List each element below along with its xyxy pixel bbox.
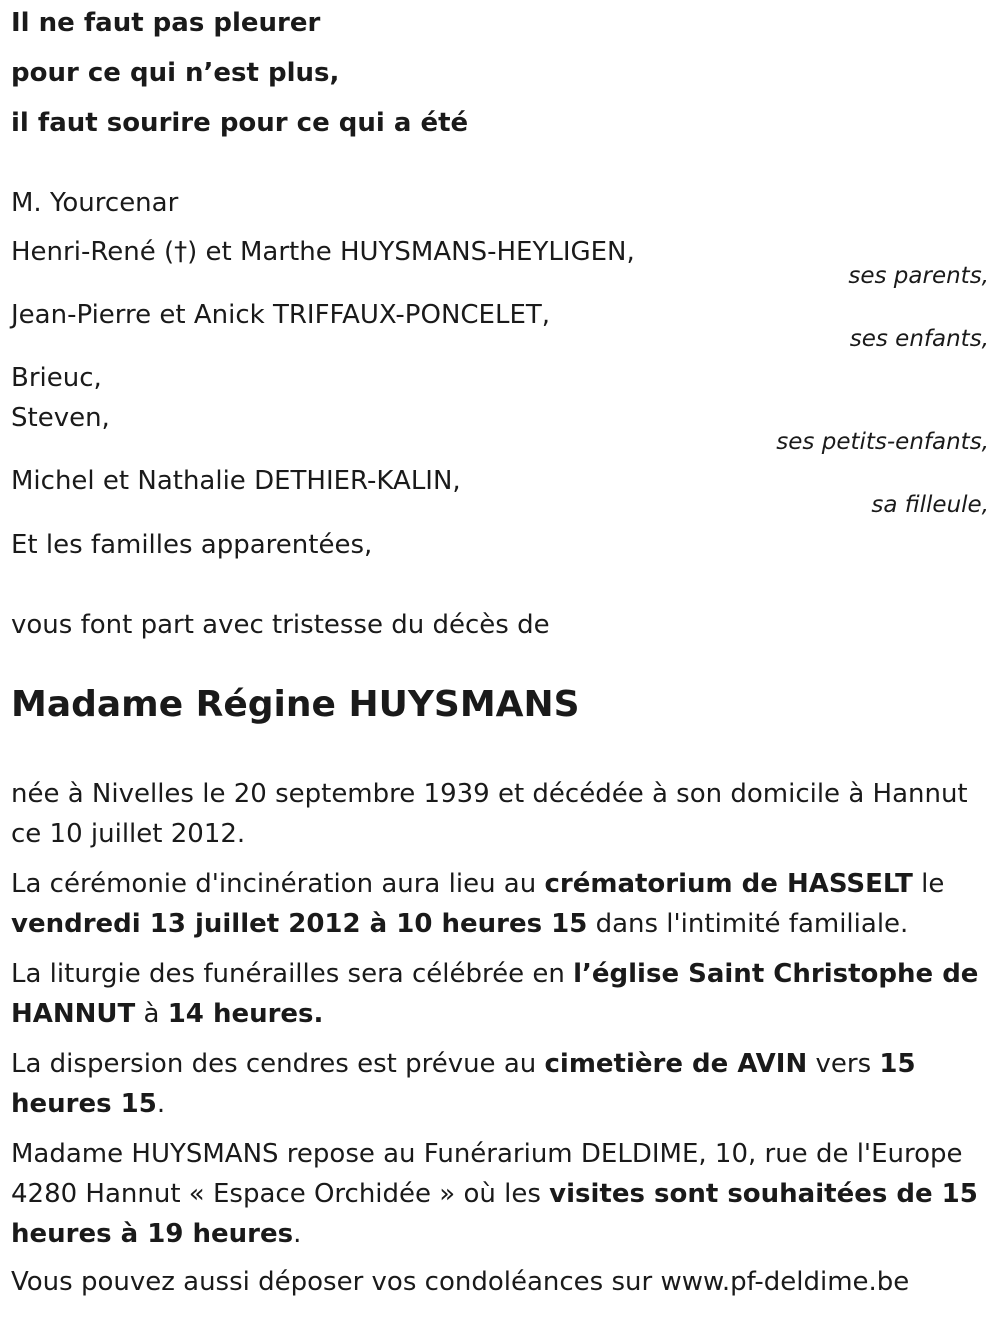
text: La dispersion des cendres est prévue au <box>11 1049 545 1079</box>
bold-text: 14 heures. <box>167 999 324 1029</box>
condolences-paragraph: Vous pouvez aussi déposer vos condoléances sur www.pf-deldime.be <box>11 1267 910 1297</box>
godchild-role: sa filleule, <box>871 492 989 518</box>
ashes-paragraph <box>11 1044 986 1124</box>
text: La cérémonie d'incinération aura lieu au <box>11 869 545 899</box>
relatives: Et les familles apparentées, <box>11 530 373 560</box>
quote-line-1: Il ne faut pas pleurer <box>11 8 321 38</box>
text: à <box>135 999 168 1029</box>
grandchildren-role: ses petits-enfants, <box>776 429 989 455</box>
text: . <box>156 1089 166 1119</box>
bold-text: vendredi 13 juillet 2012 à 10 heures 15 <box>11 909 588 939</box>
announcement-text: vous font part avec tristesse du décès de <box>11 610 550 640</box>
grandchild-1: Brieuc, <box>11 363 102 393</box>
bold-text: visites sont souhaitées de 15 heures à 19 heures <box>11 1179 978 1249</box>
quote-line-2: pour ce qui n’est plus, <box>11 58 340 88</box>
text: . <box>293 1219 302 1249</box>
grandchild-2: Steven, <box>11 403 110 433</box>
text: vers <box>807 1049 880 1079</box>
text: dans l'intimité familiale. <box>587 909 909 939</box>
bold-text: l’église Saint Christophe de HANNUT <box>11 959 979 1029</box>
quote-line-3: il faut sourire pour ce qui a été <box>11 108 469 138</box>
bold-text: 15 heures 15 <box>11 1049 916 1119</box>
birth-death-paragraph: née à Nivelles le 20 septembre 1939 et décédée à son domicile à Hannut ce 10 juillet 2012. <box>11 779 968 849</box>
liturgy-paragraph <box>11 954 986 1034</box>
cremation-paragraph <box>11 864 986 944</box>
godchild-names: Michel et Nathalie DETHIER-KALIN, <box>11 466 461 496</box>
text: le <box>912 869 945 899</box>
children-role: ses enfants, <box>849 326 989 352</box>
parents-names: Henri-René (†) et Marthe HUYSMANS-HEYLIGEN, <box>11 237 635 267</box>
parents-role: ses parents, <box>848 263 989 289</box>
deceased-name: Madame Régine HUYSMANS <box>11 684 580 725</box>
text: La liturgie des funérailles sera célébrée en <box>11 959 574 989</box>
bold-text: cimetière de AVIN <box>544 1049 808 1079</box>
quote-author: M. Yourcenar <box>11 188 179 218</box>
children-names: Jean-Pierre et Anick TRIFFAUX-PONCELET, <box>11 300 551 330</box>
bold-text: crématorium de HASSELT <box>544 869 913 899</box>
visitation-paragraph <box>11 1134 986 1254</box>
text: Madame HUYSMANS repose au Funérarium DELDIME, 10, rue de l'Europe 4280 Hannut « Espace Orchidée » où les <box>11 1139 963 1209</box>
